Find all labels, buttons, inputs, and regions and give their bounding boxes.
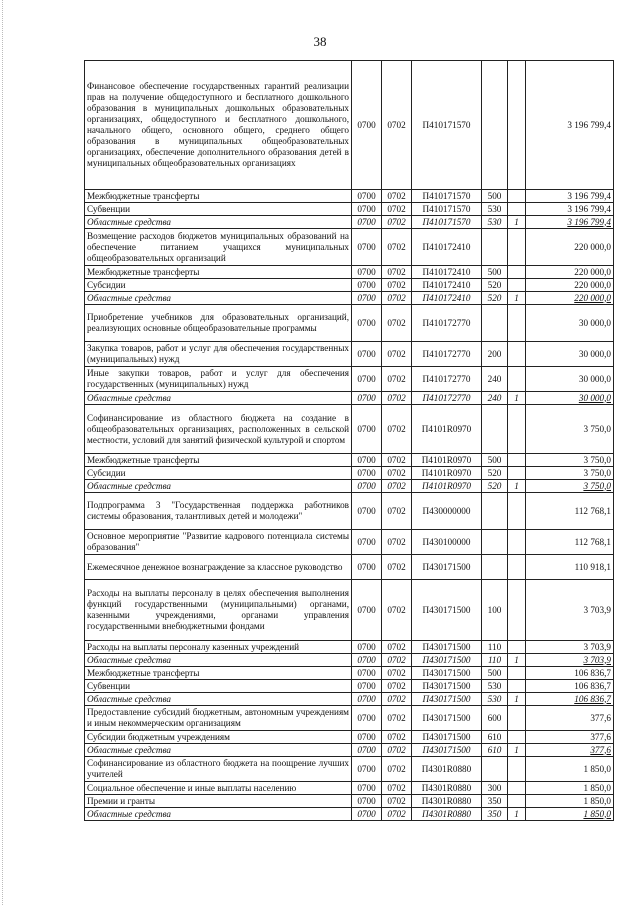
row-name-cell: Приобретение учебников для образовательных организаций, реализующих основные общеобразовательные программы	[85, 305, 352, 342]
row-name-cell: Межбюджетные трансферты	[85, 266, 352, 279]
target-article-code-cell: П410172770	[412, 342, 482, 367]
funding-source-code-cell	[508, 555, 526, 580]
expense-type-code-cell: 500	[482, 667, 508, 680]
subsection-code-cell: 0702	[382, 680, 412, 693]
funding-source-code-cell	[508, 731, 526, 744]
chapter-code-cell: 0700	[352, 305, 382, 342]
expense-type-code-cell: 530	[482, 680, 508, 693]
amount-cell: 3 750,0	[526, 480, 614, 493]
subsection-code-cell: 0702	[382, 654, 412, 667]
expense-type-code-cell: 240	[482, 392, 508, 405]
chapter-code-cell: 0700	[352, 641, 382, 654]
expense-type-code-cell: 520	[482, 279, 508, 292]
expense-type-code-cell: 500	[482, 266, 508, 279]
amount-cell: 112 768,1	[526, 530, 614, 555]
expense-type-code-cell: 350	[482, 808, 508, 821]
target-article-code-cell: П430171500	[412, 641, 482, 654]
table-row	[85, 405, 614, 454]
expense-type-code-cell: 300	[482, 782, 508, 795]
chapter-code-cell: 0700	[352, 392, 382, 405]
row-name-cell: Премии и гранты	[85, 795, 352, 808]
row-name-cell: Социальное обеспечение и иные выплаты населению	[85, 782, 352, 795]
target-article-code-cell: П410171570	[412, 203, 482, 216]
funding-source-code-cell: 1	[508, 392, 526, 405]
target-article-code-cell: П430171500	[412, 744, 482, 757]
subsection-code-cell: 0702	[382, 731, 412, 744]
target-article-code-cell: П430000000	[412, 493, 482, 530]
budget-table	[84, 60, 614, 821]
expense-type-code-cell: 520	[482, 480, 508, 493]
chapter-code-cell: 0700	[352, 757, 382, 782]
row-name-cell: Межбюджетные трансферты	[85, 190, 352, 203]
subsection-code-cell: 0702	[382, 757, 412, 782]
table-row	[85, 641, 614, 654]
chapter-code-cell: 0700	[352, 555, 382, 580]
funding-source-code-cell	[508, 454, 526, 467]
row-name-cell: Субсидии бюджетным учреждениям	[85, 731, 352, 744]
funding-source-code-cell	[508, 530, 526, 555]
subsection-code-cell: 0702	[382, 467, 412, 480]
expense-type-code-cell: 600	[482, 706, 508, 731]
target-article-code-cell: П430100000	[412, 530, 482, 555]
row-name-cell: Расходы на выплаты персоналу в целях обеспечения выполнения функций государственными (муниципальными) органами, казенными учреждениями, органами управления государственными внебюджетными фондами	[85, 580, 352, 641]
amount-cell: 106 836,7	[526, 667, 614, 680]
target-article-code-cell: П410172410	[412, 266, 482, 279]
subsection-code-cell: 0702	[382, 744, 412, 757]
funding-source-code-cell: 1	[508, 654, 526, 667]
amount-cell: 220 000,0	[526, 279, 614, 292]
funding-source-code-cell	[508, 203, 526, 216]
target-article-code-cell: П4101R0970	[412, 467, 482, 480]
expense-type-code-cell: 530	[482, 203, 508, 216]
funding-source-code-cell	[508, 580, 526, 641]
expense-type-code-cell	[482, 757, 508, 782]
row-name-cell: Основное мероприятие "Развитие кадрового потенциала системы образования"	[85, 530, 352, 555]
target-article-code-cell: П430171500	[412, 680, 482, 693]
funding-source-code-cell: 1	[508, 216, 526, 229]
amount-cell: 30 000,0	[526, 342, 614, 367]
row-name-cell: Возмещение расходов бюджетов муниципальных образований на обеспечение питанием учащихся муниципальных общеобразовательных организаций	[85, 229, 352, 266]
amount-cell: 112 768,1	[526, 493, 614, 530]
amount-cell: 1 850,0	[526, 808, 614, 821]
row-name-cell: Расходы на выплаты персоналу казенных учреждений	[85, 641, 352, 654]
chapter-code-cell: 0700	[352, 480, 382, 493]
scan-edge	[2, 0, 5, 905]
subsection-code-cell: 0702	[382, 367, 412, 392]
chapter-code-cell: 0700	[352, 667, 382, 680]
row-name-cell: Предоставление субсидий бюджетным, автономным учреждениям и иным некоммерческим организациям	[85, 706, 352, 731]
funding-source-code-cell	[508, 61, 526, 190]
subsection-code-cell: 0702	[382, 555, 412, 580]
funding-source-code-cell	[508, 342, 526, 367]
expense-type-code-cell	[482, 405, 508, 454]
table-row	[85, 731, 614, 744]
funding-source-code-cell	[508, 667, 526, 680]
target-article-code-cell: П4301R0880	[412, 795, 482, 808]
amount-cell: 220 000,0	[526, 266, 614, 279]
amount-cell: 110 918,1	[526, 555, 614, 580]
chapter-code-cell: 0700	[352, 229, 382, 266]
funding-source-code-cell	[508, 266, 526, 279]
row-name-cell: Межбюджетные трансферты	[85, 667, 352, 680]
subsection-code-cell: 0702	[382, 454, 412, 467]
expense-type-code-cell: 350	[482, 795, 508, 808]
row-name-cell: Ежемесячное денежное вознаграждение за классное руководство	[85, 555, 352, 580]
page-number: 38	[313, 34, 327, 49]
amount-cell: 3 703,9	[526, 654, 614, 667]
chapter-code-cell: 0700	[352, 190, 382, 203]
chapter-code-cell: 0700	[352, 493, 382, 530]
row-name-cell: Софинансирование из областного бюджета на поощрение лучших учителей	[85, 757, 352, 782]
amount-cell: 1 850,0	[526, 782, 614, 795]
chapter-code-cell: 0700	[352, 454, 382, 467]
row-name-cell: Областные средства	[85, 292, 352, 305]
expense-type-code-cell	[482, 555, 508, 580]
subsection-code-cell: 0702	[382, 216, 412, 229]
subsection-code-cell: 0702	[382, 405, 412, 454]
chapter-code-cell: 0700	[352, 744, 382, 757]
target-article-code-cell: П430171500	[412, 555, 482, 580]
row-name-cell: Областные средства	[85, 216, 352, 229]
target-article-code-cell: П410172410	[412, 279, 482, 292]
chapter-code-cell: 0700	[352, 342, 382, 367]
amount-cell: 106 836,7	[526, 693, 614, 706]
row-name-cell: Субсидии	[85, 467, 352, 480]
subsection-code-cell: 0702	[382, 530, 412, 555]
target-article-code-cell: П410171570	[412, 216, 482, 229]
expense-type-code-cell: 100	[482, 580, 508, 641]
funding-source-code-cell: 1	[508, 744, 526, 757]
amount-cell: 30 000,0	[526, 305, 614, 342]
table-row	[85, 305, 614, 342]
subsection-code-cell: 0702	[382, 305, 412, 342]
table-row	[85, 555, 614, 580]
target-article-code-cell: П410172410	[412, 229, 482, 266]
target-article-code-cell: П410172770	[412, 367, 482, 392]
amount-cell: 377,6	[526, 744, 614, 757]
subsection-code-cell: 0702	[382, 392, 412, 405]
amount-cell: 3 703,9	[526, 641, 614, 654]
expense-type-code-cell: 500	[482, 190, 508, 203]
funding-source-code-cell	[508, 706, 526, 731]
chapter-code-cell: 0700	[352, 467, 382, 480]
amount-cell: 30 000,0	[526, 392, 614, 405]
subsection-code-cell: 0702	[382, 795, 412, 808]
expense-type-code-cell	[482, 530, 508, 555]
expense-type-code-cell	[482, 493, 508, 530]
subsection-code-cell: 0702	[382, 61, 412, 190]
row-name-cell: Субвенции	[85, 203, 352, 216]
table-row	[85, 61, 614, 190]
funding-source-code-cell	[508, 190, 526, 203]
row-name-cell: Межбюджетные трансферты	[85, 454, 352, 467]
target-article-code-cell: П4101R0970	[412, 480, 482, 493]
target-article-code-cell: П430171500	[412, 706, 482, 731]
chapter-code-cell: 0700	[352, 266, 382, 279]
row-name-cell: Областные средства	[85, 392, 352, 405]
amount-cell: 106 836,7	[526, 680, 614, 693]
target-article-code-cell: П430171500	[412, 731, 482, 744]
expense-type-code-cell	[482, 229, 508, 266]
row-name-cell: Областные средства	[85, 654, 352, 667]
amount-cell: 3 750,0	[526, 405, 614, 454]
amount-cell: 1 850,0	[526, 795, 614, 808]
chapter-code-cell: 0700	[352, 61, 382, 190]
funding-source-code-cell	[508, 229, 526, 266]
row-name-cell: Финансовое обеспечение государственных гарантий реализации прав на получение общедоступного и бесплатного дошкольного образования в муниципальных дошкольных образовательных организациях, общедоступного и бесплатного дошкольного, начального общего, основного общего, среднего общего образования в муниципальных общеобразовательных организациях, обеспечение дополнительного образования детей в муниципальных общеобразовательных организациях	[85, 61, 352, 190]
funding-source-code-cell	[508, 305, 526, 342]
table-row	[85, 216, 614, 229]
table-row	[85, 667, 614, 680]
expense-type-code-cell	[482, 61, 508, 190]
row-name-cell: Областные средства	[85, 693, 352, 706]
expense-type-code-cell: 530	[482, 216, 508, 229]
funding-source-code-cell	[508, 405, 526, 454]
table-row	[85, 795, 614, 808]
table-row	[85, 493, 614, 530]
target-article-code-cell: П430171500	[412, 693, 482, 706]
funding-source-code-cell	[508, 279, 526, 292]
table-row	[85, 757, 614, 782]
subsection-code-cell: 0702	[382, 782, 412, 795]
row-name-cell: Субсидии	[85, 279, 352, 292]
amount-cell: 3 196 799,4	[526, 61, 614, 190]
row-name-cell: Закупка товаров, работ и услуг для обеспечения государственных (муниципальных) нужд	[85, 342, 352, 367]
subsection-code-cell: 0702	[382, 667, 412, 680]
subsection-code-cell: 0702	[382, 292, 412, 305]
subsection-code-cell: 0702	[382, 580, 412, 641]
amount-cell: 3 750,0	[526, 454, 614, 467]
expense-type-code-cell: 610	[482, 744, 508, 757]
target-article-code-cell: П410171570	[412, 190, 482, 203]
amount-cell: 377,6	[526, 706, 614, 731]
target-article-code-cell: П4301R0880	[412, 808, 482, 821]
subsection-code-cell: 0702	[382, 279, 412, 292]
funding-source-code-cell: 1	[508, 808, 526, 821]
chapter-code-cell: 0700	[352, 279, 382, 292]
subsection-code-cell: 0702	[382, 808, 412, 821]
expense-type-code-cell: 110	[482, 654, 508, 667]
amount-cell: 377,6	[526, 731, 614, 744]
chapter-code-cell: 0700	[352, 367, 382, 392]
table-row	[85, 706, 614, 731]
target-article-code-cell: П4301R0880	[412, 757, 482, 782]
row-name-cell: Областные средства	[85, 480, 352, 493]
table-row	[85, 342, 614, 367]
expense-type-code-cell: 520	[482, 292, 508, 305]
subsection-code-cell: 0702	[382, 229, 412, 266]
expense-type-code-cell: 500	[482, 454, 508, 467]
subsection-code-cell: 0702	[382, 706, 412, 731]
target-article-code-cell: П4101R0970	[412, 405, 482, 454]
chapter-code-cell: 0700	[352, 216, 382, 229]
expense-type-code-cell	[482, 305, 508, 342]
chapter-code-cell: 0700	[352, 680, 382, 693]
subsection-code-cell: 0702	[382, 480, 412, 493]
table-row	[85, 782, 614, 795]
table-row	[85, 229, 614, 266]
table-row	[85, 266, 614, 279]
funding-source-code-cell	[508, 757, 526, 782]
table-row	[85, 392, 614, 405]
target-article-code-cell: П430171500	[412, 580, 482, 641]
chapter-code-cell: 0700	[352, 782, 382, 795]
table-row	[85, 203, 614, 216]
table-row	[85, 744, 614, 757]
funding-source-code-cell	[508, 367, 526, 392]
table-row	[85, 480, 614, 493]
expense-type-code-cell: 110	[482, 641, 508, 654]
budget-table-body	[85, 61, 614, 821]
funding-source-code-cell	[508, 641, 526, 654]
row-name-cell: Иные закупки товаров, работ и услуг для обеспечения государственных (муниципальных) нужд	[85, 367, 352, 392]
amount-cell: 3 196 799,4	[526, 190, 614, 203]
target-article-code-cell: П4101R0970	[412, 454, 482, 467]
row-name-cell: Областные средства	[85, 744, 352, 757]
chapter-code-cell: 0700	[352, 530, 382, 555]
amount-cell: 220 000,0	[526, 292, 614, 305]
chapter-code-cell: 0700	[352, 203, 382, 216]
amount-cell: 220 000,0	[526, 229, 614, 266]
target-article-code-cell: П410171570	[412, 61, 482, 190]
table-row	[85, 530, 614, 555]
chapter-code-cell: 0700	[352, 706, 382, 731]
subsection-code-cell: 0702	[382, 190, 412, 203]
table-row	[85, 693, 614, 706]
target-article-code-cell: П430171500	[412, 667, 482, 680]
table-row	[85, 808, 614, 821]
target-article-code-cell: П410172410	[412, 292, 482, 305]
funding-source-code-cell	[508, 493, 526, 530]
expense-type-code-cell: 520	[482, 467, 508, 480]
table-row	[85, 279, 614, 292]
chapter-code-cell: 0700	[352, 795, 382, 808]
funding-source-code-cell	[508, 795, 526, 808]
table-row	[85, 190, 614, 203]
expense-type-code-cell: 610	[482, 731, 508, 744]
subsection-code-cell: 0702	[382, 693, 412, 706]
subsection-code-cell: 0702	[382, 493, 412, 530]
target-article-code-cell: П410172770	[412, 305, 482, 342]
amount-cell: 3 196 799,4	[526, 216, 614, 229]
chapter-code-cell: 0700	[352, 731, 382, 744]
row-name-cell: Подпрограмма 3 "Государственная поддержка работников системы образования, талантливых детей и молодежи"	[85, 493, 352, 530]
funding-source-code-cell	[508, 467, 526, 480]
subsection-code-cell: 0702	[382, 266, 412, 279]
expense-type-code-cell: 240	[482, 367, 508, 392]
row-name-cell: Областные средства	[85, 808, 352, 821]
table-row	[85, 580, 614, 641]
chapter-code-cell: 0700	[352, 580, 382, 641]
expense-type-code-cell: 530	[482, 693, 508, 706]
expense-type-code-cell: 200	[482, 342, 508, 367]
row-name-cell: Софинансирование из областного бюджета на создание в общеобразовательных организациях, расположенных в сельской местности, условий для занятий физической культурой и спортом	[85, 405, 352, 454]
funding-source-code-cell: 1	[508, 292, 526, 305]
table-row	[85, 467, 614, 480]
funding-source-code-cell: 1	[508, 693, 526, 706]
row-name-cell: Субвенции	[85, 680, 352, 693]
amount-cell: 3 196 799,4	[526, 203, 614, 216]
subsection-code-cell: 0702	[382, 641, 412, 654]
chapter-code-cell: 0700	[352, 693, 382, 706]
table-row	[85, 454, 614, 467]
chapter-code-cell: 0700	[352, 654, 382, 667]
chapter-code-cell: 0700	[352, 292, 382, 305]
amount-cell: 30 000,0	[526, 367, 614, 392]
amount-cell: 3 750,0	[526, 467, 614, 480]
subsection-code-cell: 0702	[382, 342, 412, 367]
table-row	[85, 292, 614, 305]
chapter-code-cell: 0700	[352, 808, 382, 821]
amount-cell: 1 850,0	[526, 757, 614, 782]
table-row	[85, 654, 614, 667]
target-article-code-cell: П410172770	[412, 392, 482, 405]
funding-source-code-cell	[508, 782, 526, 795]
amount-cell: 3 703,9	[526, 580, 614, 641]
funding-source-code-cell: 1	[508, 480, 526, 493]
chapter-code-cell: 0700	[352, 405, 382, 454]
table-row	[85, 680, 614, 693]
target-article-code-cell: П4301R0880	[412, 782, 482, 795]
funding-source-code-cell	[508, 680, 526, 693]
subsection-code-cell: 0702	[382, 203, 412, 216]
target-article-code-cell: П430171500	[412, 654, 482, 667]
table-row	[85, 367, 614, 392]
